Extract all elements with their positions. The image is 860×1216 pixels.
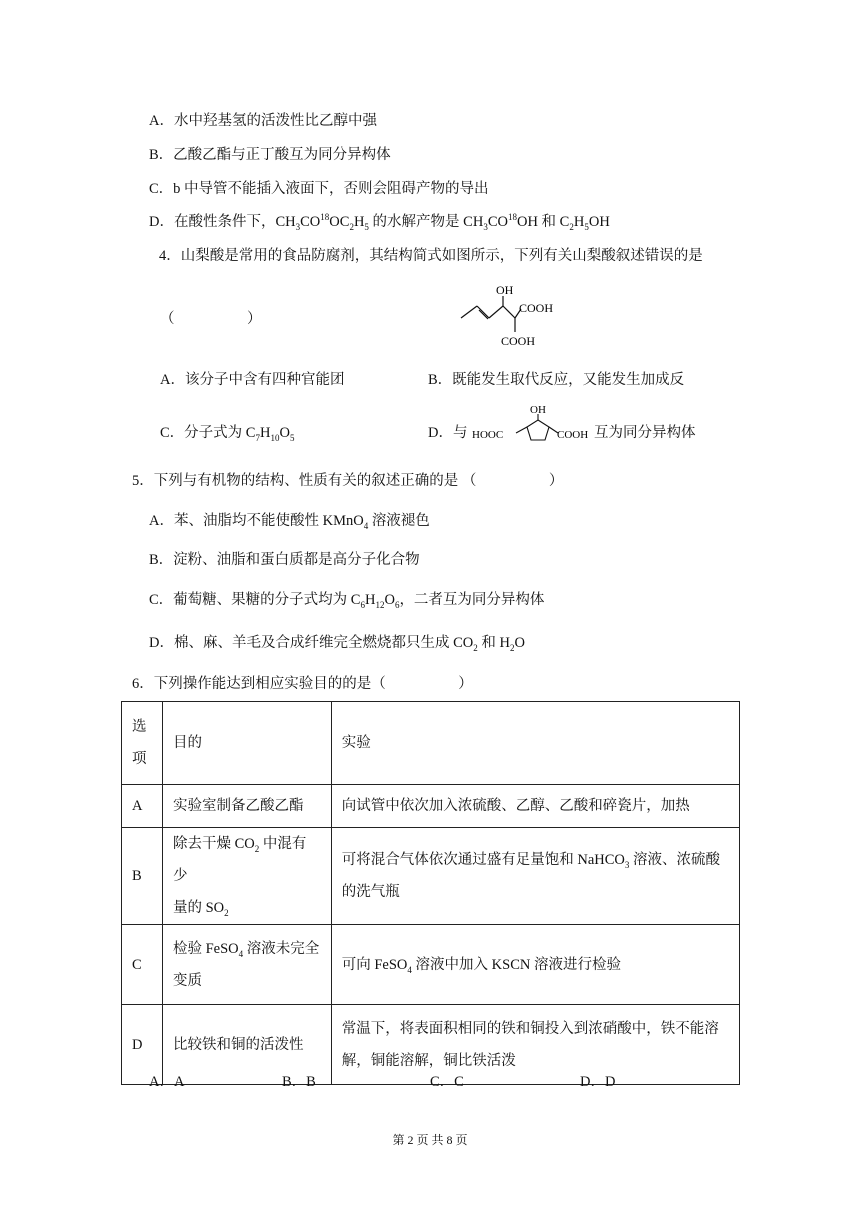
row-d-experiment: 常温下，将表面积相同的铁和铜投入到浓硝酸中，铁不能溶 解，铜能溶解，铜比铁活泼 (331, 1005, 739, 1085)
struct-oh-label: OH (496, 283, 514, 297)
q5-option-b: B．淀粉、油脂和蛋白质都是高分子化合物 (149, 552, 420, 568)
table-row (122, 925, 740, 1005)
table-row (122, 828, 740, 925)
q6-option-c: C．C (430, 1074, 464, 1090)
ring-hooc-label: HOOC (472, 429, 504, 441)
ring-cooh-label: COOH (557, 429, 589, 441)
table-row (122, 785, 740, 828)
header-experiment-cell: 实验 (331, 702, 739, 785)
q3-option-a: A．水中羟基氢的活泼性比乙醇中强 (149, 113, 377, 129)
q6-option-a: A．A (149, 1074, 185, 1090)
row-c-purpose: 检验 FeSO$_4$ 溶液未完全 变质 (162, 925, 331, 1005)
q5-option-d: D．棉、麻、羊毛及合成纤维完全燃烧都只生成 $CO_2$ 和 $H_2O$ (149, 635, 525, 653)
header-purpose-cell: 目的 (162, 702, 331, 785)
row-a-experiment: 向试管中依次加入浓硫酸、乙醇、乙酸和碎瓷片，加热 (331, 785, 739, 828)
q5-option-c: C．葡萄糖、果糖的分子式均为 $C_6H_{12}O_6$，二者互为同分异构体 (149, 592, 545, 610)
struct-cooh-label-1: COOH (519, 301, 554, 315)
row-c-experiment: 可向 FeSO$_4$ 溶液中加入 KSCN 溶液进行检验 (331, 925, 739, 1005)
row-b-experiment: 可将混合气体依次通过盛有足量饱和 NaHCO$_3$ 溶液、浓硫酸 的洗气瓶 (331, 828, 739, 925)
row-a-purpose: 实验室制备乙酸乙酯 (162, 785, 331, 828)
q6-option-d: D．D (580, 1074, 616, 1090)
q4-stem: 4．山梨酸是常用的食品防腐剂，其结构简式如图所示，下列有关山梨酸叙述错误的是 (159, 248, 703, 264)
q5-stem: 5．下列与有机物的结构、性质有关的叙述正确的是 （ ） (132, 473, 564, 489)
sorbic-acid-structure (455, 282, 575, 352)
row-d-option: D (122, 1005, 163, 1085)
q4-option-c: C．分子式为 $C_7H_{10}O_5$ (160, 425, 295, 443)
struct-cooh-label-2: COOH (501, 334, 536, 348)
row-d-purpose: 比较铁和铜的活泼性 (162, 1005, 331, 1085)
q3-option-b: B．乙酸乙酯与正丁酸互为同分异构体 (149, 147, 391, 163)
table-header-row (122, 702, 740, 785)
header-option-cell: 选 项 (122, 702, 163, 785)
row-c-option: C (122, 925, 163, 1005)
q6-stem: 6．下列操作能达到相应实验目的的是（ ） (132, 676, 473, 692)
row-b-option: B (122, 828, 163, 925)
page-footer: 第 2 页 共 8 页 (392, 1133, 468, 1147)
q4-option-b: B．既能发生取代反应，又能发生加成反 (428, 372, 685, 388)
q4-option-d-post: 互为同分异构体 (594, 425, 696, 441)
q4-option-a: A．该分子中含有四种官能团 (160, 372, 345, 388)
ring-oh-label: OH (530, 404, 546, 416)
row-a-option: A (122, 785, 163, 828)
q3-option-d: D．在酸性条件下，$CH_3CO^{18}OC_2H_5$ 的水解产物是 $CH_3CO^{18}OH$ 和 $C_2H_5OH$ (149, 212, 610, 232)
experiment-table (121, 701, 740, 1085)
row-b-purpose: 除去干燥 $CO_2$ 中混有少 量的 $SO_2$ (162, 828, 331, 925)
q6-option-b: B．B (282, 1074, 316, 1090)
q4-answer-paren: （ ） (160, 311, 262, 327)
q4-option-d-pre: D．与 (428, 425, 468, 441)
ring-structure (472, 404, 596, 448)
q5-option-a: A．苯、油脂均不能使酸性 KMnO$_4$ 溶液褪色 (149, 513, 430, 531)
q3-option-c: C．b 中导管不能插入液面下，否则会阻碍产物的导出 (149, 181, 489, 197)
